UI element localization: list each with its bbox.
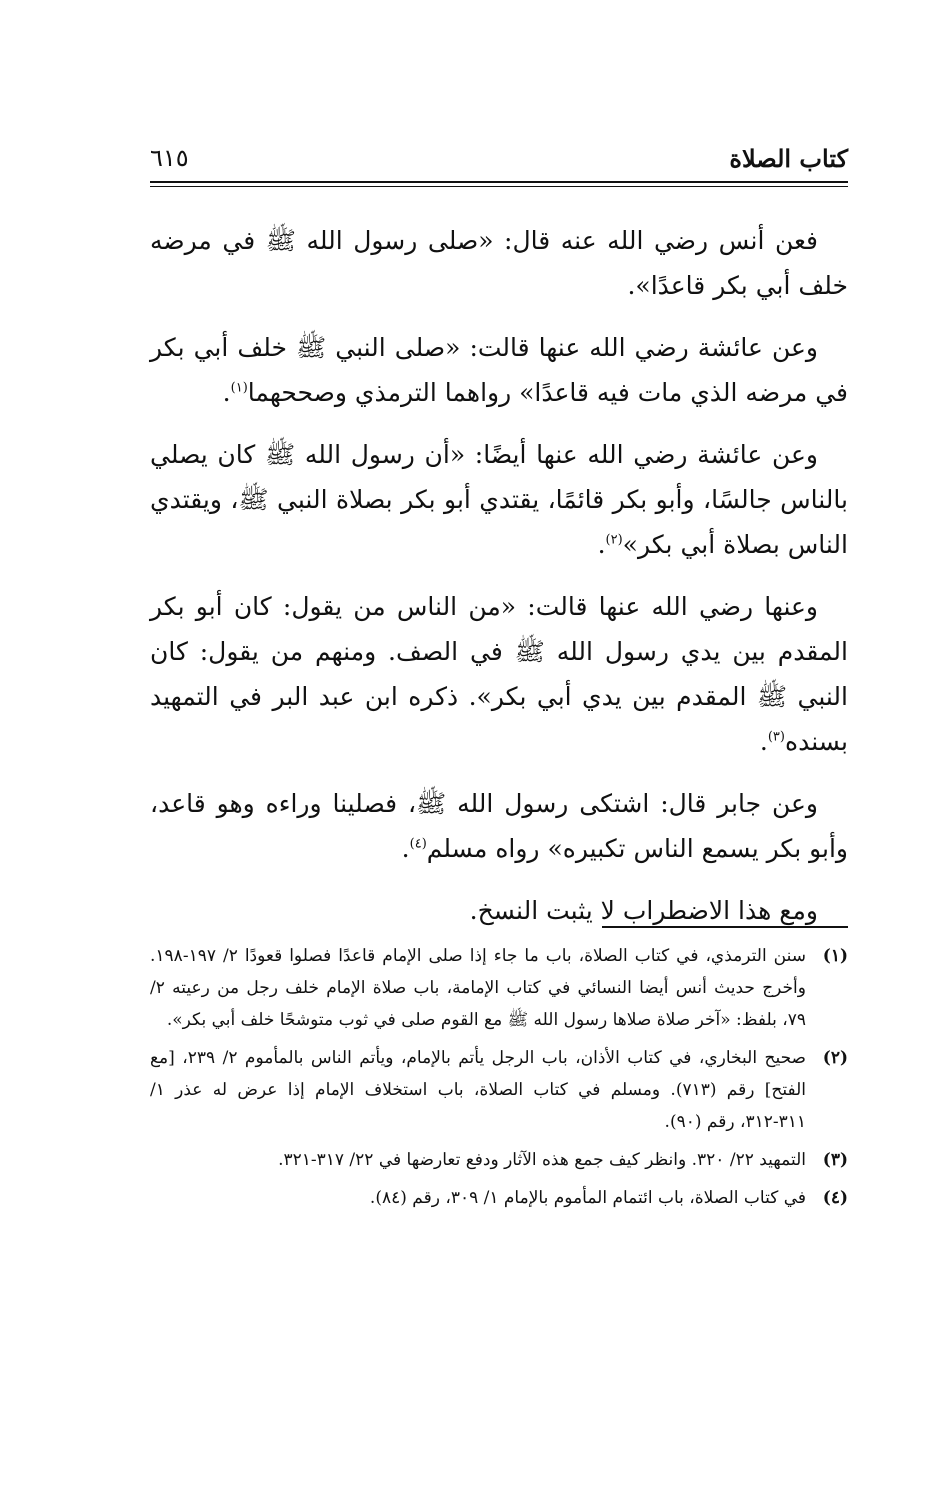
footnote-number: (٤) [822, 1188, 848, 1208]
header-rule-thin [150, 186, 848, 187]
footnote-ref[interactable]: (٢) [605, 532, 623, 548]
footnote-ref[interactable]: (٤) [409, 836, 427, 852]
footnote-number: (٢) [822, 1048, 848, 1068]
footnote-text: التمهيد ٢٢/ ٣٢٠. وانظر كيف جمع هذه الآثار ودفع تعارضها في ٢٢/ ٣١٧-٣٢١. [278, 1150, 806, 1170]
footnote-number: (١) [822, 946, 848, 966]
chapter-title: كتاب الصلاة [729, 144, 848, 173]
paragraph: وعن جابر قال: اشتكى رسول الله ﷺ، فصلينا وراءه وهو قاعد، وأبو بكر يسمع الناس تكبيره» رواه مسلم$^{(٤)}$. [150, 789, 848, 863]
paragraph: وعنها رضي الله عنها قالت: «من الناس من يقول: كان أبو بكر المقدم بين يدي رسول الله ﷺ في الصف. ومنهم من يقول: كان النبي ﷺ المقدم بين يدي أبي بكر». ذكره ابن عبد البر في التمهيد بسنده$^{(٣)}$. [150, 592, 848, 756]
header-rule-thick [150, 181, 848, 183]
footnote-text: في كتاب الصلاة، باب ائتمام المأموم بالإمام ١/ ٣٠٩، رقم (٨٤). [369, 1188, 806, 1208]
footnote-text: سنن الترمذي، في كتاب الصلاة، باب ما جاء إذا صلى الإمام قاعدًا فصلوا قعودًا ٢/ ١٩٧-١٩٨. وأخرج حديث أنس أيضا النسائي في كتاب الإمامة، باب صلاة الإمام خلف رجل من رعيته ٢/ ٧٩، بلفظ: «آخر صلاة صلاها رسول الله ﷺ مع القوم صلى في ثوب متوشحًا خلف أبي بكر». [150, 946, 806, 1030]
footnote-ref[interactable]: (١) [230, 380, 248, 396]
footnote [150, 940, 848, 1036]
running-header [150, 140, 848, 180]
footnote-number: (٣) [822, 1150, 848, 1170]
footnote [150, 1042, 848, 1138]
paragraph: وعن عائشة رضي الله عنها أيضًا: «أن رسول الله ﷺ كان يصلي بالناس جالسًا، وأبو بكر قائمًا، يقتدي أبو بكر بصلاة النبي ﷺ، ويقتدي الناس بصلاة أبي بكر»$^{(٢)}$. [150, 440, 848, 559]
main-text [150, 218, 848, 933]
paragraph: ومع هذا الاضطراب لا يثبت النسخ. [469, 896, 818, 925]
footnotes [150, 940, 848, 1220]
footnote [150, 1144, 848, 1176]
footnote-text: صحيح البخاري، في كتاب الأذان، باب الرجل يأتم بالإمام، ويأتم الناس بالمأموم ٢/ ٢٣٩، [مع الفتح] رقم (٧١٣). ومسلم في كتاب الصلاة، باب استخلاف الإمام إذا عرض له عذر ١/ ٣١١-٣١٢، رقم (٩٠). [150, 1048, 806, 1132]
footnote-separator [602, 926, 848, 928]
paragraph: فعن أنس رضي الله عنه قال: «صلى رسول الله ﷺ في مرضه خلف أبي بكر قاعدًا». [150, 226, 848, 300]
footnote-ref[interactable]: (٣) [767, 729, 785, 745]
footnote [150, 1182, 848, 1214]
page-number: ٦١٥ [150, 144, 189, 172]
paragraph: وعن عائشة رضي الله عنها قالت: «صلى النبي ﷺ خلف أبي بكر في مرضه الذي مات فيه قاعدًا» رواهما الترمذي وصححهما$^{(١)}$. [150, 333, 848, 407]
